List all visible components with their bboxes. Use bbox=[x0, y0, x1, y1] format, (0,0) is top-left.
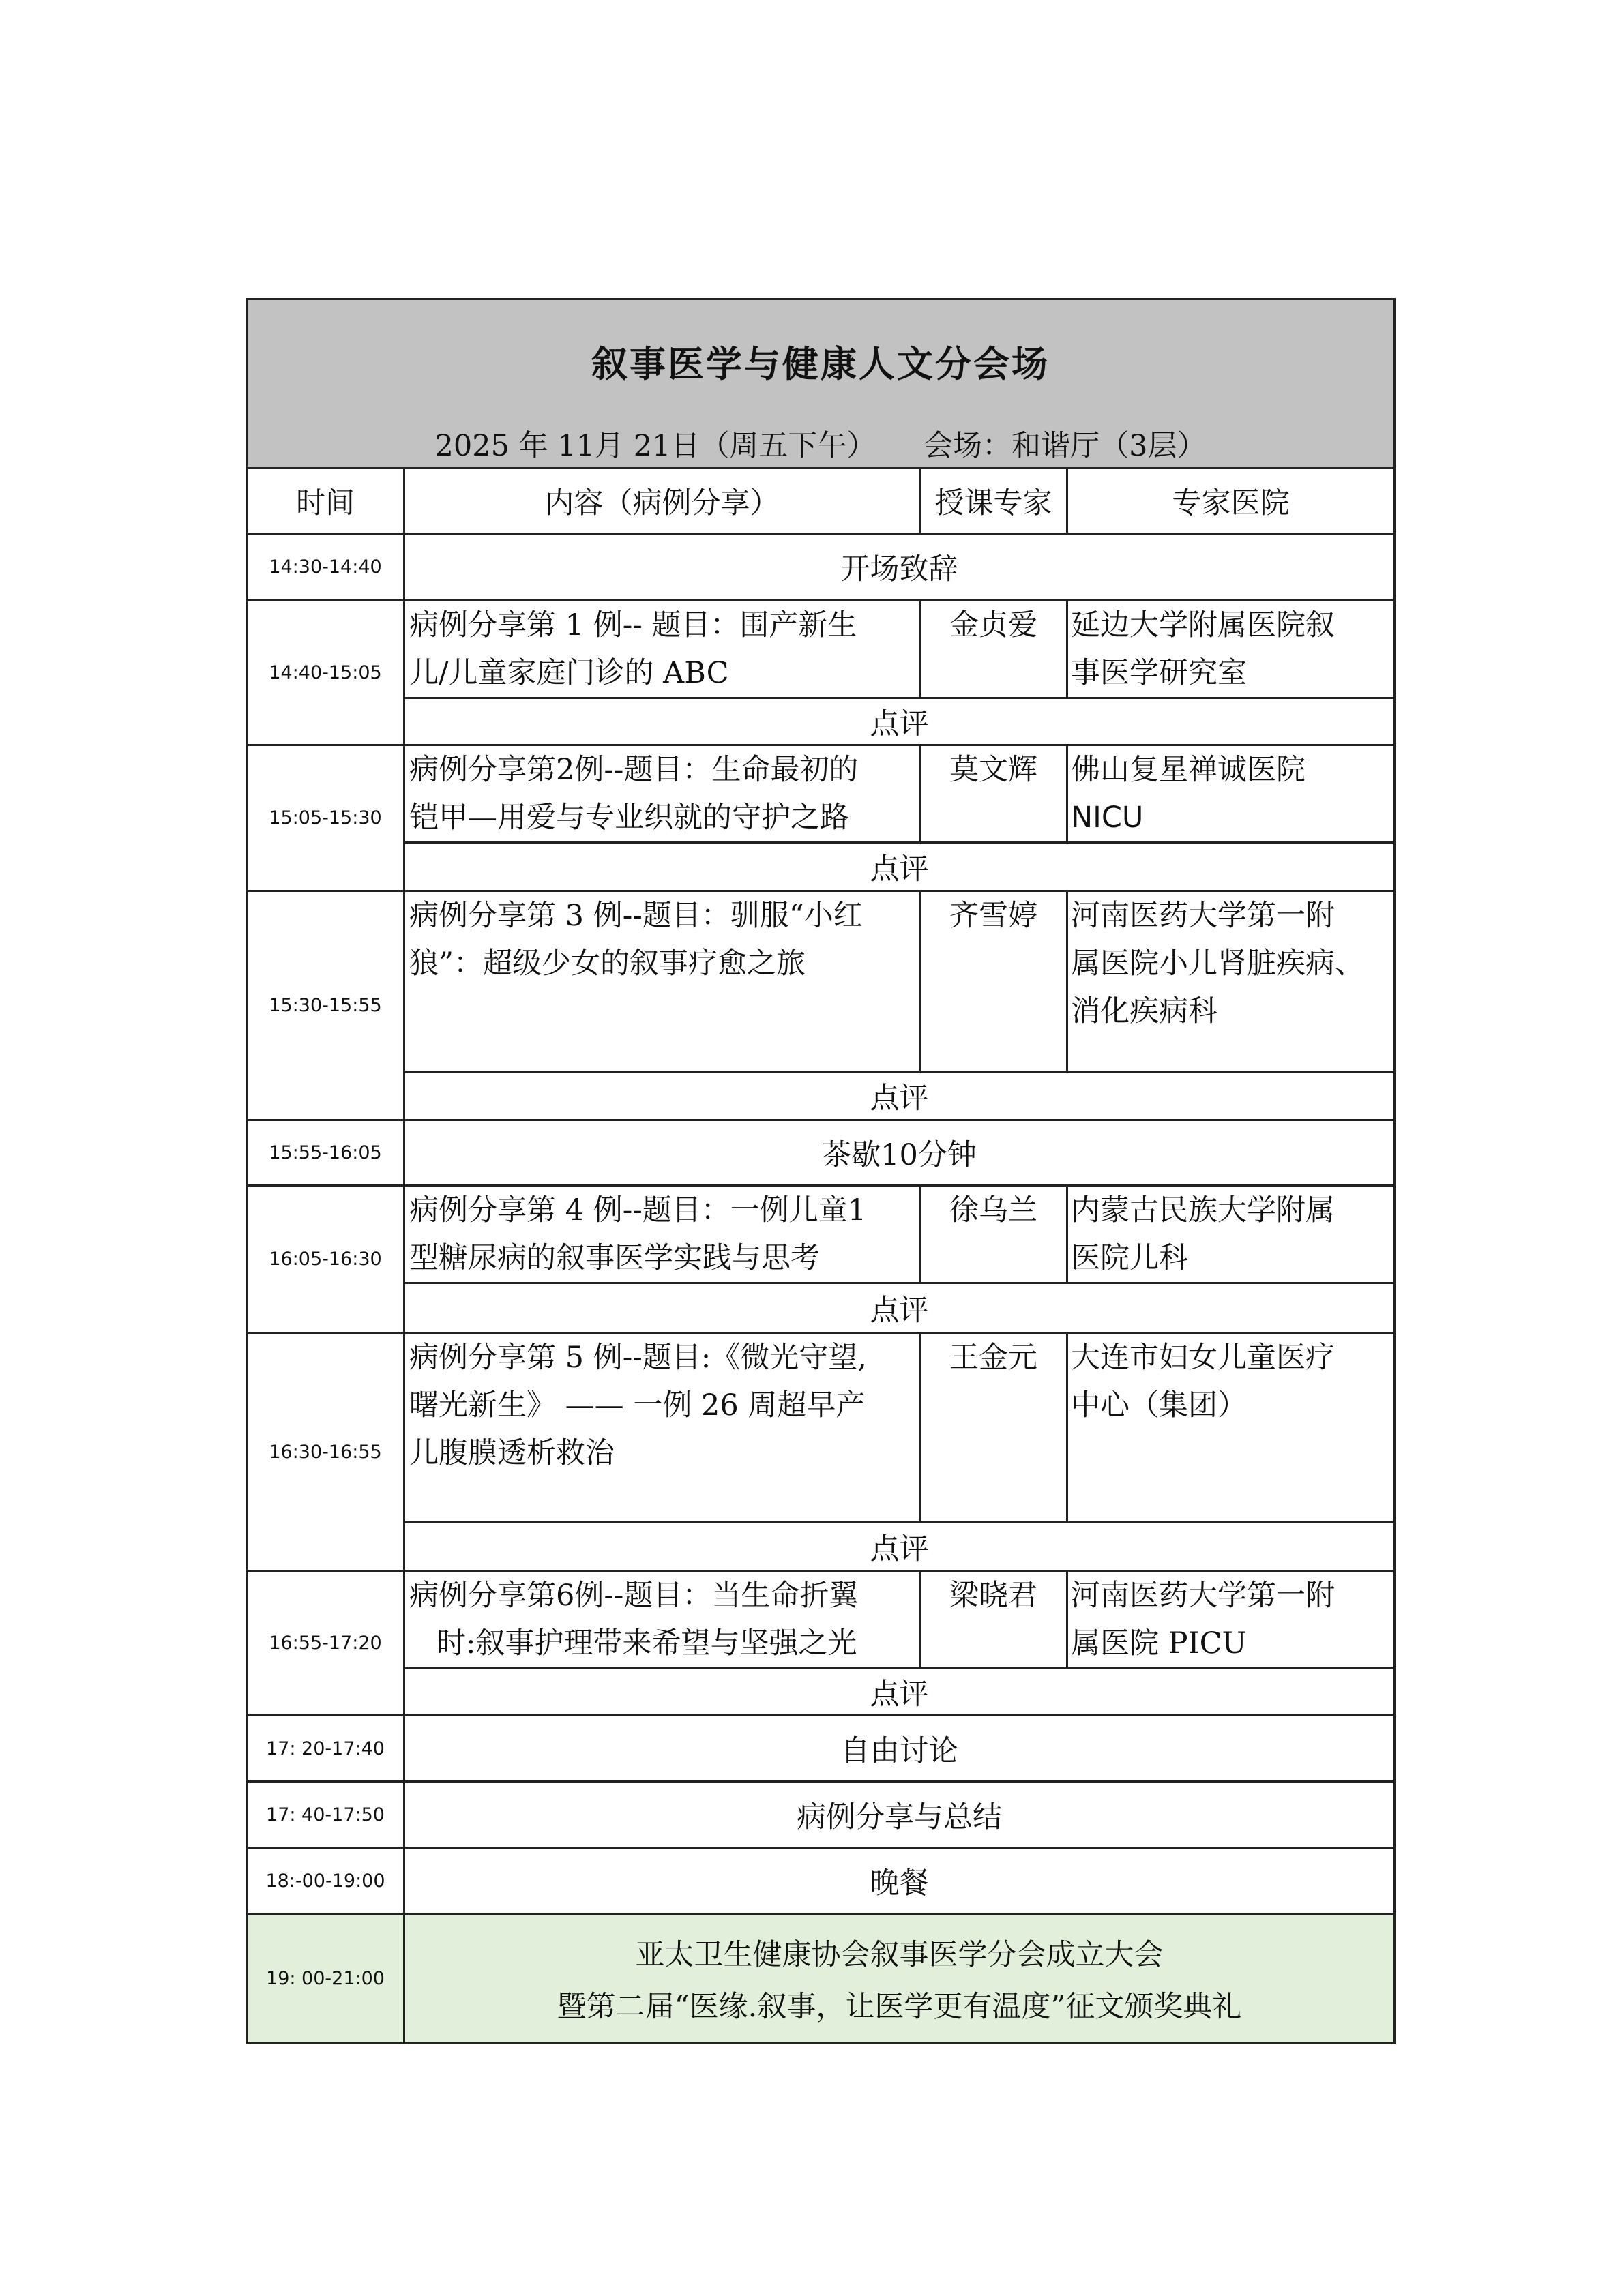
column-header-row bbox=[247, 468, 1395, 534]
comment-row bbox=[247, 1072, 1395, 1120]
row-activity: 开场致辞 bbox=[404, 534, 1395, 601]
row-time: 19: 00-21:00 bbox=[247, 1914, 404, 2044]
expert-name: 徐乌兰 bbox=[920, 1186, 1067, 1283]
hospital-line: 河南医药大学第一附 bbox=[1071, 899, 1335, 933]
comment-label: 点评 bbox=[404, 1283, 1395, 1333]
expert-name: 梁晓君 bbox=[920, 1571, 1067, 1669]
row-time: 15:30-15:55 bbox=[247, 891, 404, 1120]
hospital-line: 医院儿科 bbox=[1071, 1241, 1188, 1275]
page-title: 叙事医学与健康人文分会场 bbox=[591, 343, 1050, 385]
expert-hospital bbox=[1067, 745, 1395, 843]
comment-label: 点评 bbox=[404, 1072, 1395, 1120]
content-line: 铠甲—用爱与专业织就的守护之路 bbox=[409, 801, 849, 835]
table-row bbox=[247, 1914, 1395, 2044]
comment-label: 点评 bbox=[404, 1523, 1395, 1571]
row-time: 17: 40-17:50 bbox=[247, 1782, 404, 1848]
row-time: 16:05-16:30 bbox=[247, 1186, 404, 1333]
content-line: 曙光新生》 —— 一例 26 周超早产 bbox=[409, 1388, 866, 1422]
comment-row bbox=[247, 698, 1395, 745]
expert-name: 齐雪婷 bbox=[920, 891, 1067, 1072]
content-line: 时:叙事护理带来希望与坚强之光 bbox=[437, 1626, 857, 1660]
content-line: 病例分享第2例--题目：生命最初的 bbox=[409, 753, 859, 787]
comment-label: 点评 bbox=[404, 698, 1395, 745]
table-row bbox=[247, 1333, 1395, 1523]
session-info bbox=[248, 423, 1393, 464]
table-row bbox=[247, 1782, 1395, 1848]
row-activity: 晚餐 bbox=[404, 1848, 1395, 1914]
table-row bbox=[247, 534, 1395, 601]
content-line: 儿/儿童家庭门诊的 ABC bbox=[409, 656, 729, 690]
comment-row bbox=[247, 1669, 1395, 1716]
row-time: 16:30-16:55 bbox=[247, 1333, 404, 1571]
row-time: 17: 20-17:40 bbox=[247, 1716, 404, 1782]
hospital-line: 消化疾病科 bbox=[1071, 994, 1217, 1028]
ceremony-line: 暨第二届“医缘.叙事，让医学更有温度”征文颁奖典礼 bbox=[557, 1989, 1242, 2024]
case-content bbox=[404, 891, 920, 1072]
content-line: 病例分享第 4 例--题目：一例儿童1 bbox=[409, 1193, 867, 1227]
row-activity: 茶歇10分钟 bbox=[404, 1120, 1395, 1186]
col-header-time: 时间 bbox=[247, 468, 404, 534]
table-row bbox=[247, 601, 1395, 698]
col-header-content: 内容（病例分享） bbox=[404, 468, 920, 534]
comment-label: 点评 bbox=[404, 843, 1395, 891]
row-activity: 病例分享与总结 bbox=[404, 1782, 1395, 1848]
case-content bbox=[404, 1333, 920, 1523]
content-line: 型糖尿病的叙事医学实践与思考 bbox=[409, 1241, 820, 1275]
row-time: 15:55-16:05 bbox=[247, 1120, 404, 1186]
hospital-line: NICU bbox=[1071, 801, 1144, 835]
hospital-line: 大连市妇女儿童医疗 bbox=[1071, 1341, 1335, 1375]
comment-row bbox=[247, 1523, 1395, 1571]
expert-hospital bbox=[1067, 601, 1395, 698]
row-time: 14:40-15:05 bbox=[247, 601, 404, 745]
hospital-line: 延边大学附属医院叙 bbox=[1071, 608, 1335, 642]
table-row bbox=[247, 1120, 1395, 1186]
expert-hospital bbox=[1067, 1333, 1395, 1523]
session-date: 2025 年 11月 21日（周五下午） bbox=[434, 429, 876, 463]
hospital-line: 属医院 PICU bbox=[1071, 1626, 1247, 1660]
content-line: 病例分享第 3 例--题目：驯服“小红 bbox=[409, 899, 863, 933]
hospital-line: 中心（集团） bbox=[1071, 1388, 1247, 1422]
table-row bbox=[247, 891, 1395, 1072]
comment-row bbox=[247, 843, 1395, 891]
hospital-line: 河南医药大学第一附 bbox=[1071, 1579, 1335, 1613]
row-time: 14:30-14:40 bbox=[247, 534, 404, 601]
ceremony-activity bbox=[404, 1914, 1395, 2044]
hospital-line: 属医院小儿肾脏疾病、 bbox=[1071, 946, 1364, 981]
session-venue: 会场：和谐厅（3层） bbox=[924, 429, 1207, 463]
table-row bbox=[247, 1186, 1395, 1283]
content-line: 病例分享第6例--题目：当生命折翼 bbox=[409, 1579, 859, 1613]
table-row bbox=[247, 1571, 1395, 1669]
content-line: 病例分享第 1 例-- 题目：围产新生 bbox=[409, 608, 857, 642]
expert-name: 金贞爱 bbox=[920, 601, 1067, 698]
case-content bbox=[404, 1571, 920, 1669]
expert-hospital bbox=[1067, 891, 1395, 1072]
content-line: 儿腹膜透析救治 bbox=[409, 1436, 615, 1470]
expert-name: 王金元 bbox=[920, 1333, 1067, 1523]
expert-name: 莫文辉 bbox=[920, 745, 1067, 843]
hospital-line: 内蒙古民族大学附属 bbox=[1071, 1193, 1335, 1227]
ceremony-line: 亚太卫生健康协会叙事医学分会成立大会 bbox=[635, 1937, 1164, 1972]
content-line: 狼”：超级少女的叙事疗愈之旅 bbox=[409, 946, 806, 981]
row-time: 16:55-17:20 bbox=[247, 1571, 404, 1716]
case-content bbox=[404, 745, 920, 843]
table-row bbox=[247, 1716, 1395, 1782]
col-header-hospital: 专家医院 bbox=[1067, 468, 1395, 534]
case-content bbox=[404, 1186, 920, 1283]
agenda-table bbox=[246, 298, 1396, 2044]
row-time: 18:-00-19:00 bbox=[247, 1848, 404, 1914]
expert-hospital bbox=[1067, 1571, 1395, 1669]
comment-row bbox=[247, 1283, 1395, 1333]
hospital-line: 事医学研究室 bbox=[1071, 656, 1247, 690]
expert-hospital bbox=[1067, 1186, 1395, 1283]
col-header-expert: 授课专家 bbox=[920, 468, 1067, 534]
comment-label: 点评 bbox=[404, 1669, 1395, 1716]
hospital-line: 佛山复星禅诚医院 bbox=[1071, 753, 1305, 787]
content-line: 病例分享第 5 例--题目:《微光守望, bbox=[409, 1341, 867, 1375]
row-time: 15:05-15:30 bbox=[247, 745, 404, 891]
table-row bbox=[247, 1848, 1395, 1914]
title-block bbox=[247, 299, 1395, 468]
case-content bbox=[404, 601, 920, 698]
row-activity: 自由讨论 bbox=[404, 1716, 1395, 1782]
table-row bbox=[247, 745, 1395, 843]
